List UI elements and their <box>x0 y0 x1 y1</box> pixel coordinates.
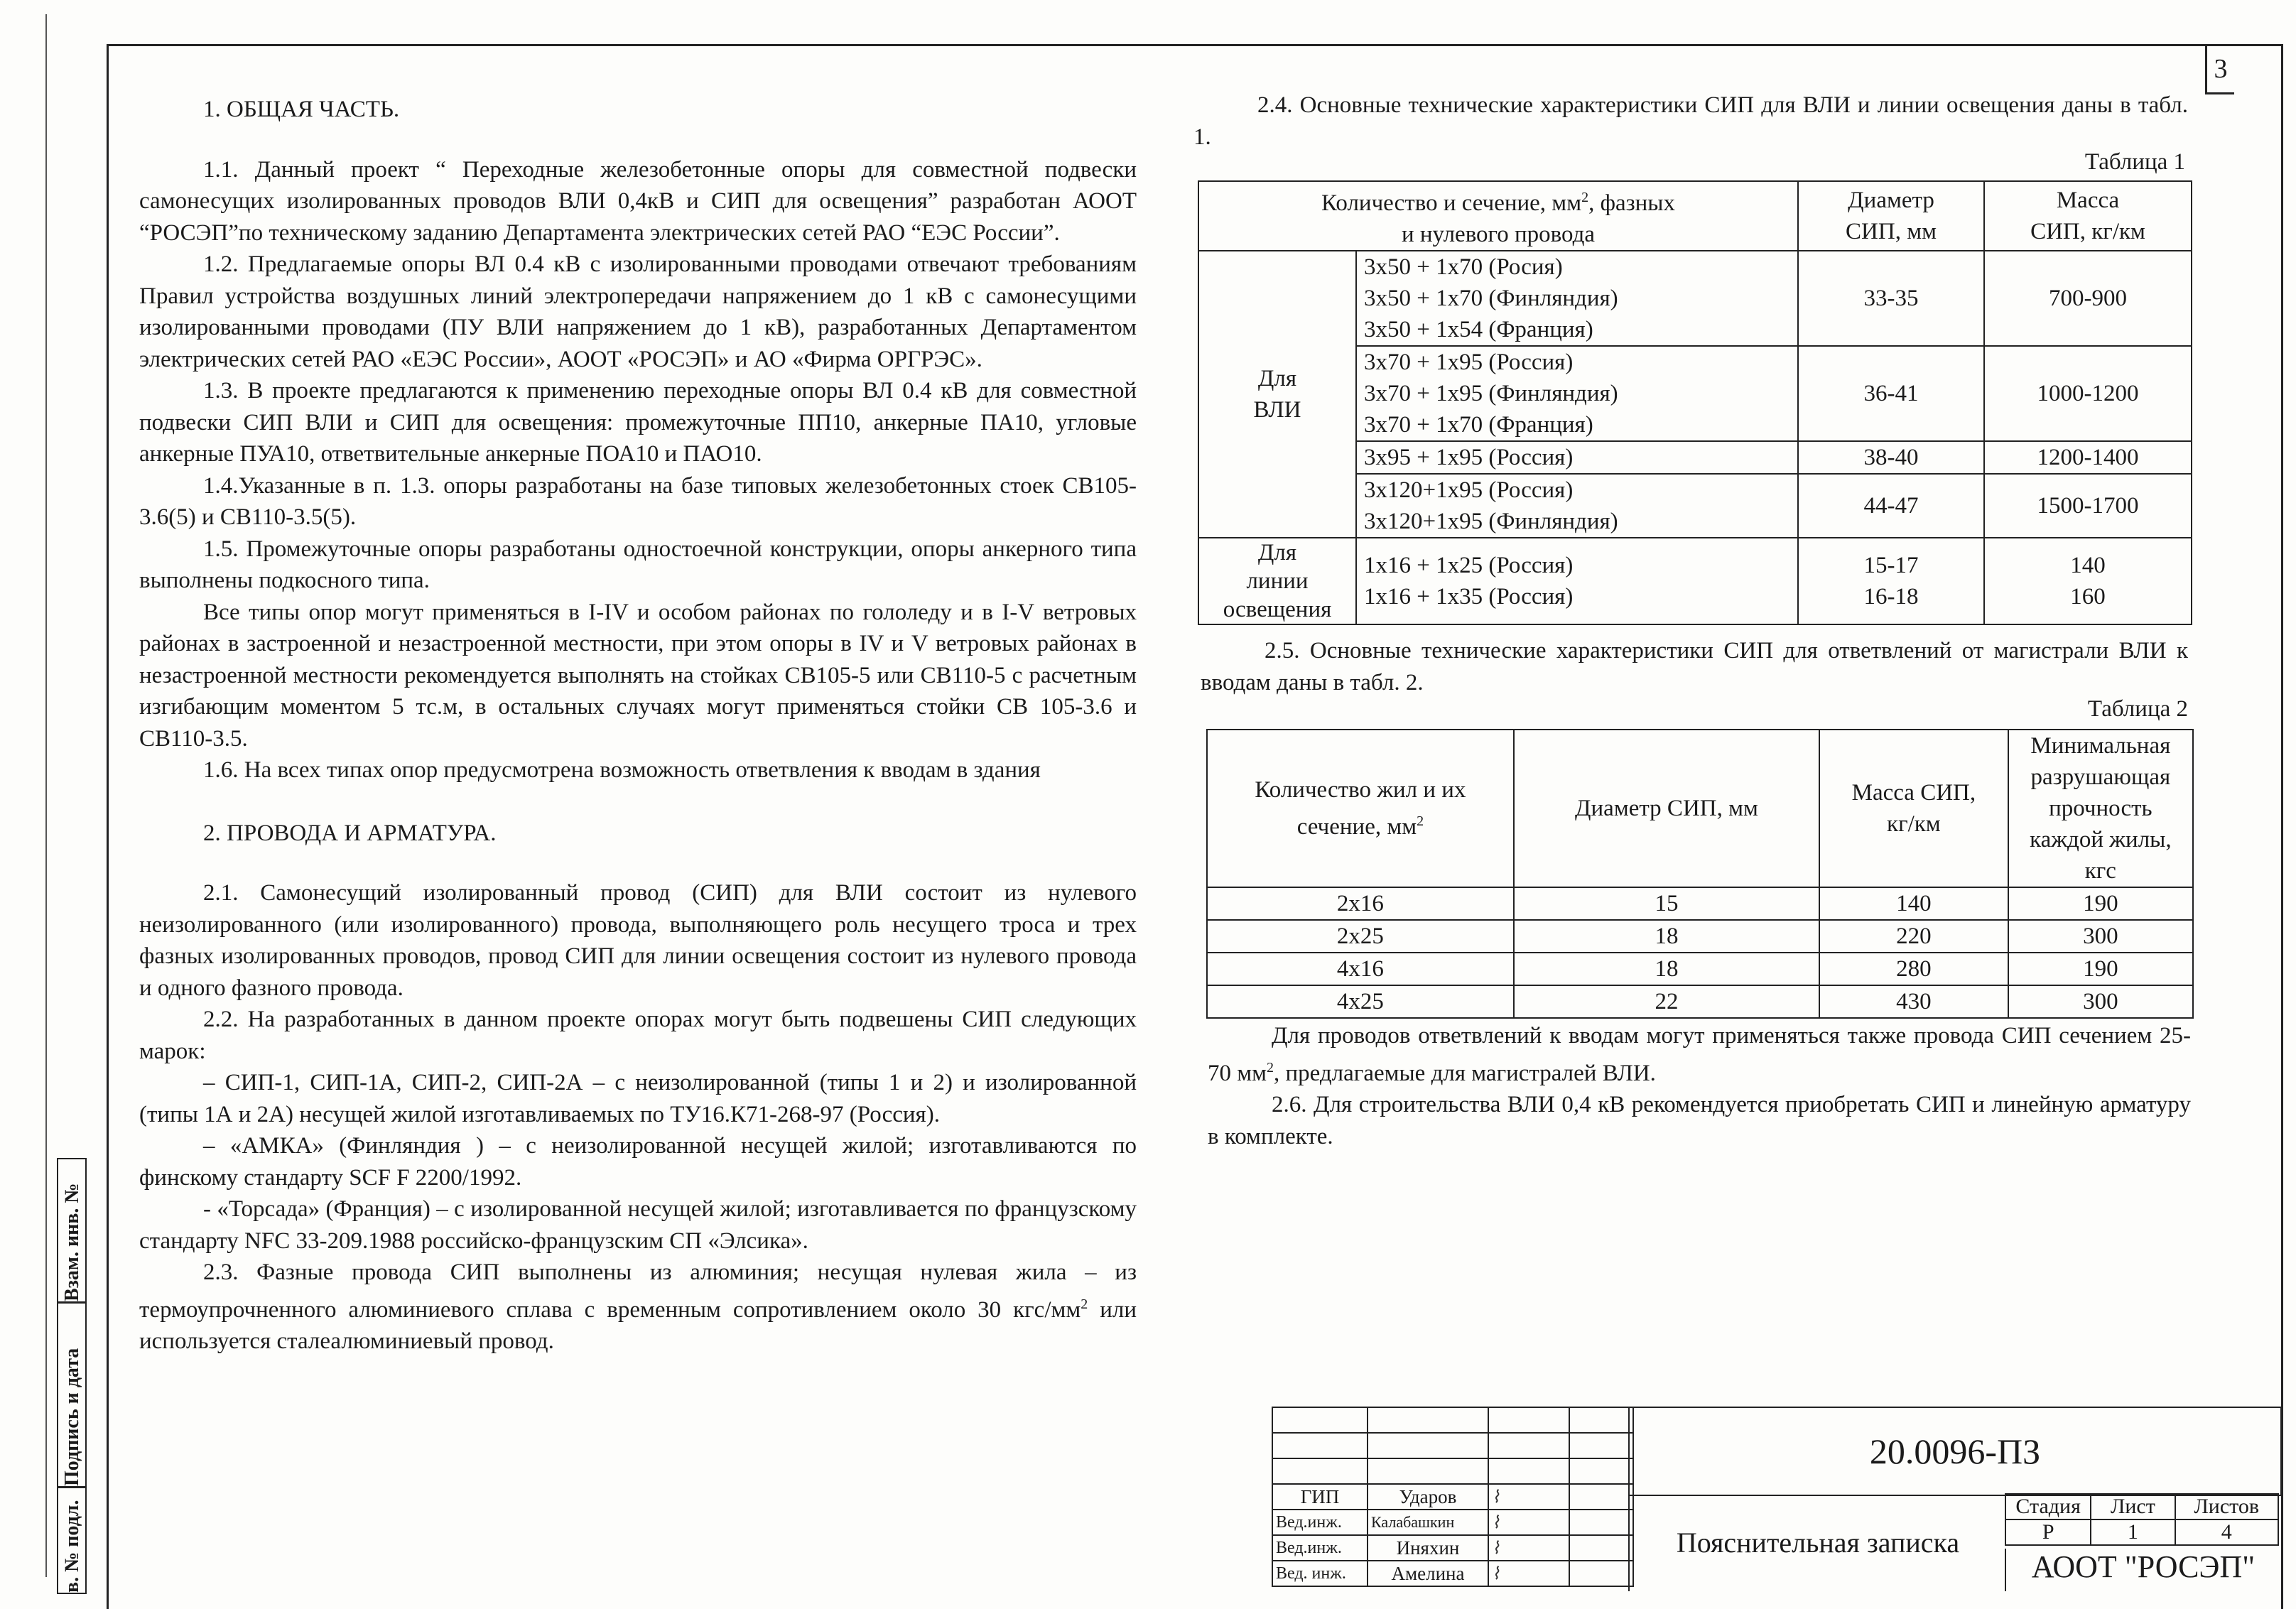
paragraph-2-2b: – «АМКА» (Финляндия ) – с неизолированной несущей жилой; изготавливаются по финскому стандарту SCF F 2200/1992. <box>139 1133 1137 1191</box>
sheet-value: 1 <box>2091 1519 2175 1545</box>
table2-header-row <box>1207 730 2193 887</box>
table2-header-count <box>1207 730 1514 887</box>
paragraph-2-2c: - «Торсада» (Франция) – с изолированной несущей жилой; изготавливается по французскому стандарту NFC 33-209.1988 российско-французским СП «Элсика». <box>139 1196 1137 1254</box>
right-column-bottom <box>1208 1020 2191 1152</box>
organization-name: АООТ "РОСЭП" <box>2005 1549 2280 1591</box>
table-1 <box>1198 180 2192 625</box>
table-cell <box>1356 346 1798 441</box>
t2-h1b: сечение, мм <box>1296 814 1417 840</box>
t1-h2a: Диаметр <box>1848 188 1934 213</box>
t1-r4-m1: 140 <box>2070 553 2106 578</box>
paragraph-2-4: 2.4. Основные технические характеристики СИП для ВЛИ и линии освещения даны в табл. 1. <box>1193 92 2188 150</box>
signer-name: Калабашкин <box>1368 1510 1488 1535</box>
paragraph-after-table2 <box>1208 1020 2191 1089</box>
table-row <box>1198 538 2192 624</box>
t1-h3b: СИП, кг/км <box>2030 219 2145 244</box>
paragraph-1-6: 1.6. На всех типах опор предусмотрена возможность ответвления к вводам в здания <box>203 757 1041 783</box>
right-column-top <box>1193 90 2188 153</box>
paragraph-2-6: 2.6. Для строительства ВЛИ 0,4 кВ рекомендуется приобретать СИП и линейную арматуру в комплекте. <box>1208 1092 2191 1149</box>
paragraph-2-5: 2.5. Основные технические характеристики СИП для ответвлений от магистрали ВЛИ к вводам даны в табл. 2. <box>1201 638 2188 695</box>
t2-h1a: Количество жил и их <box>1255 777 1466 803</box>
t1-h1c: и нулевого провода <box>1401 222 1596 247</box>
t1-r4-d2: 16-18 <box>1863 584 1919 610</box>
paragraph-1-4: 1.4.Указанные в п. 1.3. опоры разработаны на базе типовых железобетонных стоек СВ105-3.6(5) и СВ110-3.5(5). <box>139 472 1137 530</box>
table-cell: 2х25 <box>1207 920 1514 953</box>
table-cell: 1200-1400 <box>1984 441 2192 474</box>
table-row <box>1198 251 2192 346</box>
table-cell: 36-41 <box>1798 346 1984 441</box>
t1-h2b: СИП, мм <box>1846 219 1937 244</box>
paragraph-2-3 <box>139 1257 1137 1358</box>
title-block <box>1272 1407 2279 1591</box>
signer-name: Амелина <box>1368 1561 1488 1586</box>
table-row <box>1207 887 2193 920</box>
table2-header-diameter: Диаметр СИП, мм <box>1514 730 1819 887</box>
table-2 <box>1206 729 2194 1019</box>
table-cell: 1500-1700 <box>1984 474 2192 538</box>
after-t2-sup: 2 <box>1267 1059 1274 1076</box>
t1-h3a: Масса <box>2056 188 2120 213</box>
signer-name: Ударов <box>1368 1484 1488 1510</box>
after-t2-b: , предлагаемые для магистралей ВЛИ. <box>1274 1060 1656 1086</box>
table-cell: 22 <box>1514 985 1819 1018</box>
t1-h1b: , фазных <box>1588 190 1675 216</box>
paragraph-2-3-text-b: или используется сталеалюминиевый провод. <box>139 1296 1137 1354</box>
t1-r1-l0: 3х70 + 1х95 (Россия) <box>1364 350 1574 375</box>
table1-group-vli <box>1198 251 1356 538</box>
t1-r1-l2: 3х70 + 1х70 (Франция) <box>1364 412 1593 438</box>
table-cell: 300 <box>2008 920 2193 953</box>
signature: ⌇ <box>1488 1510 1569 1535</box>
t1-grp2b: линии <box>1246 568 1309 594</box>
t2-h4a: Минимальная <box>2030 733 2171 759</box>
table-cell: 280 <box>1819 953 2008 985</box>
table-cell: 3х95 + 1х95 (Россия) <box>1356 441 1798 474</box>
table-cell <box>1356 474 1798 538</box>
t2-h4c: прочность <box>2049 796 2152 821</box>
sheet-header: Лист <box>2091 1494 2175 1519</box>
table2-header-mass <box>1819 730 2008 887</box>
stage-header: Стадия <box>2005 1494 2091 1519</box>
t1-r4-l1: 1х16 + 1х35 (Россия) <box>1364 584 1574 610</box>
stage-sheet-table <box>2005 1493 2279 1546</box>
table-cell: 190 <box>2008 887 2193 920</box>
t2-h3b: кг/км <box>1887 811 1941 837</box>
t1-r4-l0: 1х16 + 1х25 (Россия) <box>1364 553 1574 578</box>
paragraph-1-5: 1.5. Промежуточные опоры разработаны одностоечной конструкции, опоры анкерного типа выполнены подкосного типа. <box>139 536 1137 593</box>
section-heading-2: 2. ПРОВОДА И АРМАТУРА. <box>203 820 497 846</box>
table-cell: 300 <box>2008 985 2193 1018</box>
t1-grp2a: Для <box>1257 540 1297 565</box>
t2-h4d: каждой жилы, <box>2030 827 2172 852</box>
table-cell: 700-900 <box>1984 251 2192 346</box>
binding-edge-line <box>45 14 47 1577</box>
paragraph-2-2a: – СИП-1, СИП-1А, СИП-2, СИП-2А – с неизолированной (типы 1 и 2) и изолированной (типы 1А и 2А) несущей жилой изготавливаемых по ТУ16.К71-268-97 (Россия). <box>139 1070 1137 1127</box>
table-cell: 430 <box>1819 985 2008 1018</box>
document-title: Пояснительная записка <box>1628 1493 2006 1591</box>
table-cell: 4х16 <box>1207 953 1514 985</box>
signer-row <box>1272 1535 1633 1561</box>
t1-r0-l2: 3х50 + 1х54 (Франция) <box>1364 317 1593 342</box>
table-row <box>1207 985 2193 1018</box>
table-row <box>1207 920 2193 953</box>
paragraph-2-3-text-a: 2.3. Фазные провода СИП выполнены из алюминия; несущая нулевая жила – из термоупрочненного алюминиевого сплава с временным сопротивлением около 30 кгс/мм <box>139 1259 1137 1323</box>
table1-header-sections <box>1198 181 1798 251</box>
t2-h3a: Масса СИП, <box>1851 780 1976 806</box>
page-number: 3 <box>2205 45 2234 94</box>
paragraph-1-3: 1.3. В проекте предлагаются к применению переходные опоры ВЛ 0.4 кВ для совместной подвески СИП ВЛИ и СИП для освещения: промежуточные ПП10, анкерные ПА10, угловые анкерные ПУА10, ответвительные анкерные ПОА10 и ПАО10. <box>139 378 1137 467</box>
t1-grp1a: Для <box>1257 366 1297 391</box>
signature: ⌇ <box>1488 1484 1569 1510</box>
t2-h1sup: 2 <box>1417 813 1424 829</box>
table-cell: 4х25 <box>1207 985 1514 1018</box>
table-cell: 18 <box>1514 920 1819 953</box>
t1-h1a: Количество и сечение, мм <box>1321 190 1582 216</box>
table2-caption: Таблица 2 <box>2087 696 2188 722</box>
table1-header-row <box>1198 181 2192 251</box>
table1-caption: Таблица 1 <box>2084 149 2185 175</box>
after-t2-a: Для проводов ответвлений к вводам могут применяться также провода СИП сечением 25-70 мм <box>1208 1023 2191 1086</box>
table-cell <box>1356 538 1798 624</box>
stage-value: Р <box>2005 1519 2091 1545</box>
sheets-value: 4 <box>2175 1519 2278 1545</box>
t1-r0-l1: 3х50 + 1х70 (Финляндия) <box>1364 286 1618 311</box>
table-cell: 38-40 <box>1798 441 1984 474</box>
table-row <box>1207 953 2193 985</box>
signer-role: Вед.инж. <box>1272 1510 1368 1535</box>
paragraph-2-1: 2.1. Самонесущий изолированный провод (СИП) для ВЛИ состоит из нулевого неизолированного (или изолированного) провода, выполняющего роль несущего троса и трех фазных изолированных проводов, провод СИП для линии освещения состоит из нулевого провода и одного фазного провода. <box>139 880 1137 1001</box>
document-code: 20.0096-ПЗ <box>1628 1407 2282 1496</box>
t1-r3-l0: 3х120+1х95 (Россия) <box>1364 477 1574 503</box>
side-stamp-inventory: в. № подл. <box>61 1500 83 1593</box>
paragraph-1-2: 1.2. Предлагаемые опоры ВЛ 0.4 кВ с изолированными проводами отвечают требованиям Правил устройства воздушных линий электропередачи напряжением до 1 кВ с самонесущими изолированными проводами (ПУ ВЛИ напряжением до 1 кВ), разработанных Департаментом электрических сетей РАО «ЕЭС России», АООТ «РОСЭП» и АО «Фирма ОРГРЭС». <box>139 251 1137 372</box>
table-cell: 220 <box>1819 920 2008 953</box>
t1-grp1b: ВЛИ <box>1253 397 1301 423</box>
table-cell: 18 <box>1514 953 1819 985</box>
table-cell: 1000-1200 <box>1984 346 2192 441</box>
table-cell: 190 <box>2008 953 2193 985</box>
table-cell <box>1984 538 2192 624</box>
signer-role: Вед.инж. <box>1272 1535 1368 1561</box>
t1-h1sup: 2 <box>1581 190 1589 205</box>
paragraph-1-5b: Все типы опор могут применяться в I-IV и особом районах по гололеду и в I-V ветровых районах в застроенной и незастроенной местности, при этом опоры в IV и V ветровых районах в незастроенной местности рекомендуется выполнять на стойках СВ105-5 или СВ110-5 с расчетным изгибающим моментом 5 тс.м, в остальных случаях могут применяться стойки СВ 105-3.6 и СВ110-3.5. <box>139 599 1137 752</box>
right-column-mid <box>1201 635 2188 698</box>
t1-r1-l1: 3х70 + 1х95 (Финляндия) <box>1364 381 1618 406</box>
side-stamp-signature-date: Подпись и дата <box>61 1348 83 1486</box>
section-heading-1: 1. ОБЩАЯ ЧАСТЬ. <box>203 97 400 122</box>
signer-name: Иняхин <box>1368 1535 1488 1561</box>
sheets-header: Листов <box>2175 1494 2278 1519</box>
table-cell: 15 <box>1514 887 1819 920</box>
table-cell: 2х16 <box>1207 887 1514 920</box>
table1-group-lighting <box>1198 538 1356 624</box>
t1-r0-l0: 3х50 + 1х70 (Росия) <box>1364 254 1563 280</box>
table-cell <box>1356 251 1798 346</box>
signature: ⌇ <box>1488 1535 1569 1561</box>
signer-row <box>1272 1561 1633 1586</box>
t1-r4-d1: 15-17 <box>1863 553 1919 578</box>
signer-role: ГИП <box>1272 1484 1368 1510</box>
signer-row <box>1272 1510 1633 1535</box>
t1-r4-m2: 160 <box>2070 584 2106 610</box>
paragraph-2-3-sup: 2 <box>1081 1296 1088 1312</box>
title-block-grid <box>1272 1407 1634 1587</box>
t2-h4e: кгс <box>2084 858 2116 884</box>
paragraph-1-1: 1.1. Данный проект “ Переходные железобетонные опоры для совместной подвески самонесущих изолированных проводов ВЛИ 0,4кВ и СИП для освещения” разработан АООТ “РОСЭП”по техническому заданию Департамента электрических сетей РАО “ЕЭС России”. <box>139 156 1137 246</box>
left-column <box>139 94 1137 1358</box>
signer-role: Вед. инж. <box>1272 1561 1368 1586</box>
signature: ⌇ <box>1488 1561 1569 1586</box>
table-cell: 33-35 <box>1798 251 1984 346</box>
table1-header-mass <box>1984 181 2192 251</box>
t1-grp2c: освещения <box>1223 597 1332 622</box>
signer-row <box>1272 1484 1633 1510</box>
table-cell: 44-47 <box>1798 474 1984 538</box>
t2-h4b: разрушающая <box>2030 764 2171 790</box>
paragraph-2-2: 2.2. На разработанных в данном проекте опорах могут быть подвешены СИП следующих марок: <box>139 1007 1137 1064</box>
table2-header-strength <box>2008 730 2193 887</box>
t1-r3-l1: 3х120+1х95 (Финляндия) <box>1364 509 1618 534</box>
side-stamp <box>57 1158 87 1594</box>
side-stamp-replacement: Взам. инв. № <box>61 1183 83 1301</box>
table-cell <box>1798 538 1984 624</box>
table1-header-diameter <box>1798 181 1984 251</box>
table-cell: 140 <box>1819 887 2008 920</box>
